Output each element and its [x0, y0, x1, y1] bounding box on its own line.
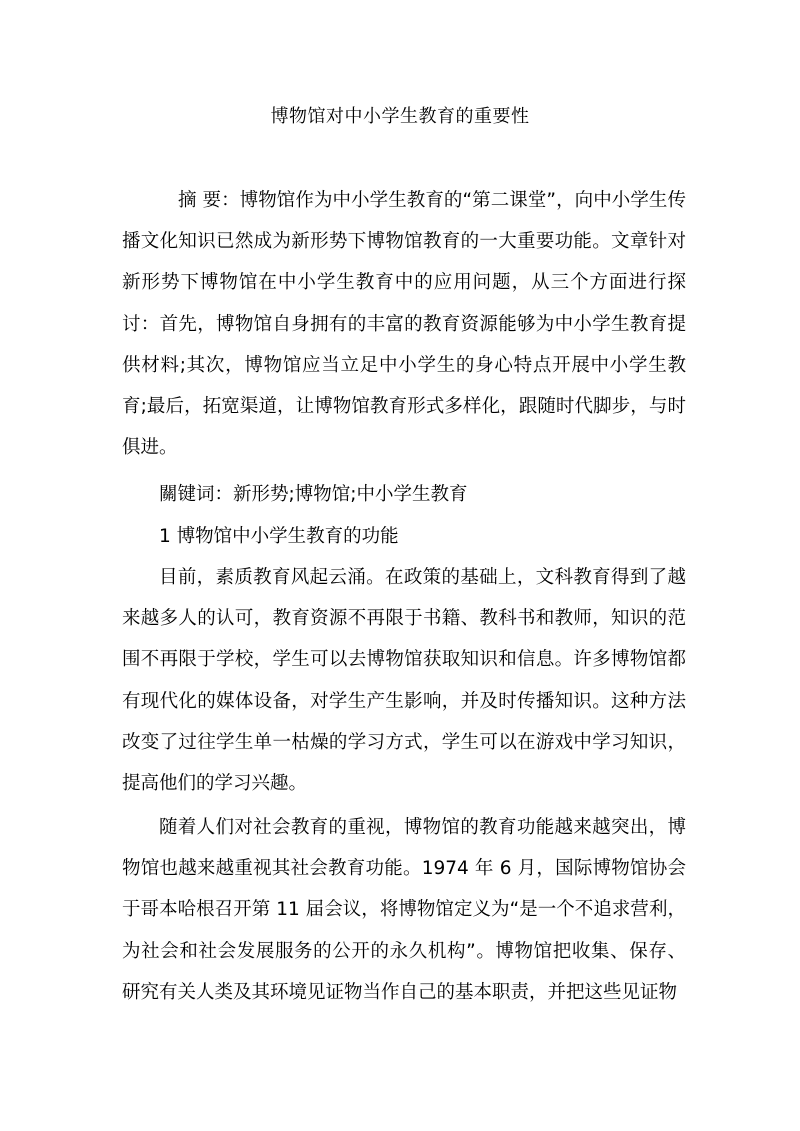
section-1-heading: 1 博物馆中小学生教育的功能 [159, 526, 399, 547]
abstract-text: 博物馆作为中小学生教育的“第二课堂”，向中小学生传播文化知识已然成为新形势下博物馆教育的一大重要功能。文章针对新形势下博物馆在中小学生教育中的应用问题，从三个方面进行探讨：首先，博物馆自身拥有的丰富的教育资源能够为中小学生教育提供材料;其次，博物馆应当立足中小学生的身心特点开展中小学生教育;最后，拓宽渠道，让博物馆教育形式多样化，跟随时代脚步，与时俱进。 [122, 190, 687, 459]
keywords-line [122, 474, 686, 515]
body-paragraph-1: 目前，素质教育风起云涌。在政策的基础上，文科教育得到了越来越多人的认可，教育资源不再限于书籍、教科书和教师，知识的范围不再限于学校，学生可以去博物馆获取知识和信息。许多博物馆都有现代化的媒体设备，对学生产生影响，并及时传播知识。这种方法改变了过往学生单一枯燥的学习方式，学生可以在游戏中学习知识，提高他们的学习兴趣。 [122, 567, 686, 795]
document-title: 博物馆对中小学生教育的重要性 [270, 106, 530, 127]
keywords-label: 關键词： [159, 484, 234, 505]
keywords-text: 新形势;博物馆;中小学生教育 [233, 484, 468, 505]
body-paragraph-2: 随着人们对社会教育的重视，博物馆的教育功能越来越突出，博物馆也越来越重视其社会教育功能。1974 年 6 月，国际博物馆协会于哥本哈根召开第 11 届会议，将博物馆定义为“是一个不追求营利，为社会和社会发展服务的公开的永久机构”。博物馆把收集、保存、研究有关人类及其环境见证物当作自己的基本职责，并把这些见证物 [122, 817, 686, 1003]
abstract-paragraph [122, 180, 686, 468]
abstract-label: 摘 要： [178, 190, 240, 211]
